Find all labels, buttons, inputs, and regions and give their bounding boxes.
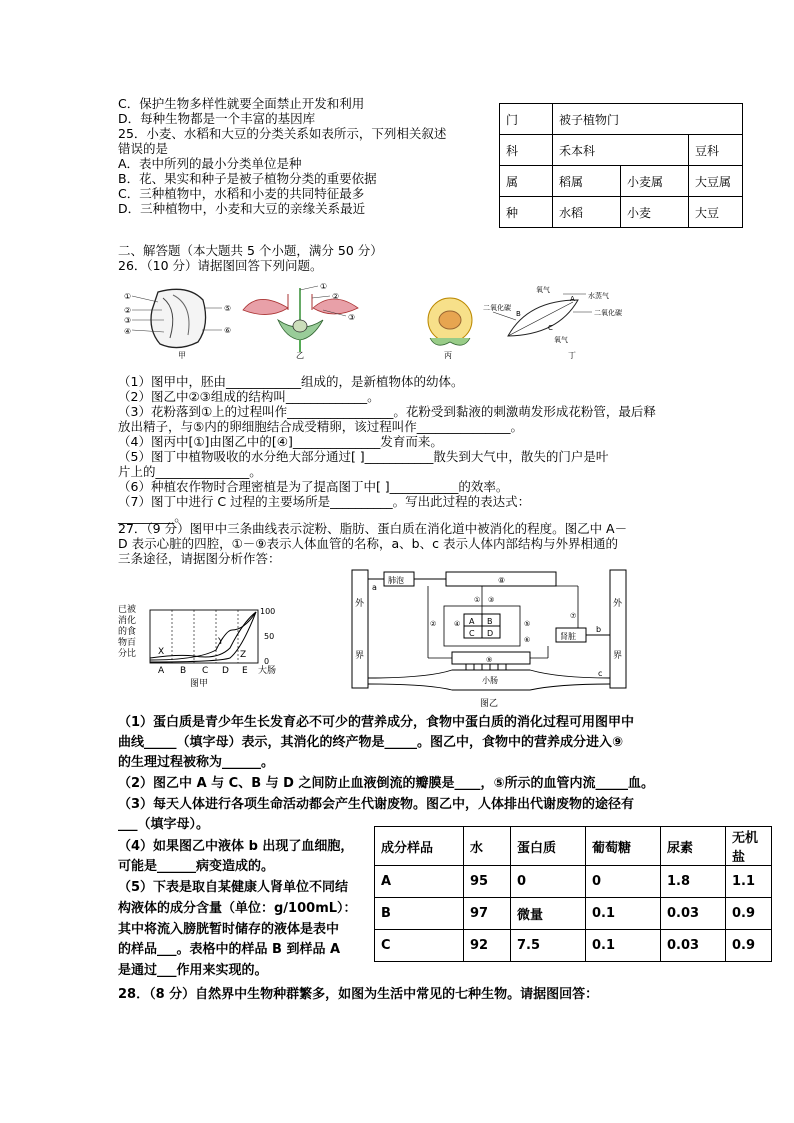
svg-text:A: A (158, 666, 165, 676)
svg-text:b: b (596, 625, 602, 634)
q26-4: （4）图丙中[①]由图乙中的[④]______________发育而来。 (118, 434, 443, 449)
svg-text:C: C (202, 666, 209, 676)
table-header-row (375, 827, 772, 866)
q27-5-cont2: 其中将流入膀胱暂时储存的液体是表中 (118, 922, 340, 937)
svg-text:①: ① (320, 282, 328, 291)
svg-text:A: A (469, 617, 475, 626)
svg-text:⑨: ⑨ (486, 656, 493, 664)
svg-text:D: D (487, 629, 494, 638)
q25-stem-cont: 错误的是 (118, 141, 169, 156)
svg-text:⑤: ⑤ (524, 620, 531, 628)
q27-5-cont: 构液体的成分含量（单位：g/100mL）： (118, 901, 357, 916)
header-cell: 尿素 (661, 827, 726, 866)
q26-7: （7）图丁中进行 C 过程的主要场所是__________。写出此过程的表达式： (118, 494, 531, 509)
q26-1: （1）图甲中，胚由____________组成的，是新植物体的幼体。 (118, 374, 464, 389)
component-table (374, 826, 772, 962)
q26-6: （6）种植农作物时合理密植是为了提高图丁中[ ]___________的效率。 (118, 479, 509, 494)
header-cell: 水 (464, 827, 511, 866)
svg-text:50: 50 (264, 632, 275, 641)
cell: 禾本科 (553, 135, 689, 166)
q25-option-d: D．三种植物中，小麦和大豆的亲缘关系最近 (118, 201, 366, 216)
cell: 大豆属 (689, 166, 743, 197)
svg-text:⑥: ⑥ (524, 636, 531, 644)
cell: 水稻 (553, 197, 621, 228)
svg-text:c: c (598, 669, 603, 678)
svg-text:肾脏: 肾脏 (560, 632, 576, 641)
header-cell: 成分样品 (375, 827, 464, 866)
svg-text:B: B (487, 617, 493, 626)
q26-5: （5）图丁中植物吸收的水分绝大部分通过[ ]___________散失到大气中，散失的门户是叶 (118, 449, 609, 464)
q27-1-cont: 曲线_____（填字母）表示，其消化的终产物是_____。图乙中，食物中的营养成分进入⑨ (118, 735, 624, 750)
header-cell: 蛋白质 (511, 827, 586, 866)
q27-3: （3）每天人体进行各项生命活动都会产生代谢废物。图乙中，人体排出代谢废物的途径有 (118, 797, 635, 812)
svg-text:界: 界 (613, 651, 623, 661)
q27-intro-2: D 表示心脏的四腔，①－⑨表示人体血管的名称，a、b、c 表示人体内部结构与外界相通的 (118, 536, 618, 551)
q27-intro-1: 27．（9 分）图甲中三条曲线表示淀粉、脂肪、蛋白质在消化道中被消化的程度。图乙中 A－ (118, 521, 628, 536)
label: ⑤ (224, 304, 232, 313)
leaf-diagram (483, 285, 622, 360)
svg-text:消化: 消化 (118, 616, 137, 626)
svg-text:②: ② (430, 620, 437, 628)
q27-5-cont3: 的样品___。表格中的样品 B 到样品 A (118, 942, 341, 957)
q27-5-cont4: 是通过___作用来实现的。 (118, 963, 268, 978)
svg-text:③: ③ (488, 596, 495, 604)
q25-option-c: C．三种植物中，水稻和小麦的共同特征最多 (118, 186, 365, 201)
q27-4: （4）如果图乙中液体 b 出现了血细胞， (118, 839, 354, 854)
svg-text:大肠: 大肠 (258, 666, 277, 676)
svg-text:100: 100 (260, 607, 276, 616)
cell: 种 (500, 197, 553, 228)
fig-label-bing: 丙 (444, 351, 452, 360)
svg-text:E: E (242, 666, 248, 676)
flower-diagram (243, 282, 358, 360)
svg-text:界: 界 (355, 651, 365, 661)
label: ① (124, 292, 132, 301)
fruit-diagram (428, 298, 472, 360)
svg-text:a: a (372, 583, 377, 592)
q27-5: （5）下表是取自某健康人肾单位不同结 (118, 880, 349, 895)
svg-text:分比: 分比 (118, 649, 137, 659)
q26-2: （2）图乙中②③组成的结构叫_____________。 (118, 389, 380, 404)
header-cell: 无机盐 (726, 827, 772, 866)
cell: 被子植物门 (553, 104, 743, 135)
svg-text:二氧化碳: 二氧化碳 (483, 304, 511, 312)
q26-7-cont: _________。 (118, 509, 187, 524)
caption-jia: 图甲 (190, 679, 209, 689)
q27-1: （1）蛋白质是青少年生长发育必不可少的营养成分，食物中蛋白质的消化过程可用图甲中 (118, 715, 635, 730)
cell: 属 (500, 166, 553, 197)
label: ② (124, 306, 132, 315)
svg-text:④: ④ (454, 620, 461, 628)
seed-diagram (124, 289, 231, 360)
q25-option-b: B．花、果实和种子是被子植物分类的重要依据 (118, 171, 377, 186)
figure-26 (118, 280, 622, 360)
table-row: B 97 微量 0.1 0.03 0.9 (375, 898, 772, 930)
svg-text:D: D (222, 666, 229, 676)
svg-text:⑧: ⑧ (498, 576, 506, 585)
svg-text:Y: Y (218, 637, 224, 647)
fig-label-yi: 乙 (296, 351, 304, 360)
svg-text:Z: Z (240, 650, 247, 660)
svg-text:已被: 已被 (118, 605, 137, 615)
svg-text:氧气: 氧气 (554, 336, 568, 344)
caption-yi: 图乙 (480, 699, 499, 709)
svg-text:外: 外 (613, 599, 623, 609)
svg-text:的食: 的食 (118, 627, 137, 637)
svg-text:二氧化碳: 二氧化碳 (594, 309, 622, 317)
classification-table (499, 103, 743, 228)
fig-label-jia: 甲 (178, 351, 186, 360)
header-cell: 葡萄糖 (586, 827, 661, 866)
section-title: 二、解答题（本大题共 5 个小题，满分 50 分） (118, 243, 383, 258)
svg-text:③: ③ (348, 313, 356, 322)
svg-text:C: C (548, 324, 553, 332)
q26-3-cont: 放出精子，与⑤内的卵细胞结合成受精卵，该过程叫作_______________。 (118, 419, 523, 434)
q27-1-cont2: 的生理过程被称为______。 (118, 755, 275, 770)
q25-stem: 25．小麦、水稻和大豆的分类关系如表所示，下列相关叙述 (118, 126, 447, 141)
cell: 门 (500, 104, 553, 135)
q27-intro-3: 三条途径，请据图分析作答： (118, 551, 281, 566)
circulation-diagram (348, 566, 638, 710)
label: ④ (124, 327, 132, 336)
svg-text:⑦: ⑦ (570, 612, 577, 620)
svg-text:A: A (570, 295, 575, 303)
table-row: A 95 0 0 1.8 1.1 (375, 866, 772, 898)
q28-stem: 28．（8 分）自然界中生物种群繁多，如图为生活中常见的七种生物。请据图回答： (118, 987, 599, 1002)
digestion-chart (118, 600, 308, 690)
fig-label-ding: 丁 (568, 351, 576, 360)
cell: 大豆 (689, 197, 743, 228)
cell: 科 (500, 135, 553, 166)
svg-text:水蒸气: 水蒸气 (588, 292, 609, 300)
svg-text:①: ① (474, 596, 481, 604)
cell: 稻属 (553, 166, 621, 197)
cell: 小麦 (621, 197, 689, 228)
svg-text:B: B (516, 310, 521, 318)
svg-text:B: B (180, 666, 187, 676)
svg-text:0: 0 (264, 657, 270, 666)
svg-text:小肠: 小肠 (482, 676, 498, 685)
svg-text:肺泡: 肺泡 (388, 576, 404, 585)
label: ③ (124, 316, 132, 325)
svg-text:C: C (469, 629, 475, 638)
table-row: C 92 7.5 0.1 0.03 0.9 (375, 930, 772, 962)
q26-3: （3）花粉落到①上的过程叫作_________________。花粉受到黏液的刺激萌发形成花粉管，最后释 (118, 404, 656, 419)
label: ⑥ (224, 326, 232, 335)
svg-text:②: ② (332, 292, 340, 301)
q27-4-cont: 可能是______病变造成的。 (118, 859, 275, 874)
q27-2: （2）图乙中 A 与 C、B 与 D 之间防止血液倒流的瓣膜是____，⑤所示的血管内流_____血。 (118, 776, 655, 791)
svg-text:物百: 物百 (118, 638, 137, 648)
svg-text:氧气: 氧气 (536, 286, 550, 294)
option-c: C．保护生物多样性就要全面禁止开发和利用 (118, 96, 365, 111)
svg-text:X: X (158, 647, 165, 657)
option-d: D．每种生物都是一个丰富的基因库 (118, 111, 316, 126)
cell: 豆科 (689, 135, 743, 166)
svg-text:外: 外 (355, 599, 365, 609)
cell: 小麦属 (621, 166, 689, 197)
q26-intro: 26．（10 分）请据图回答下列问题。 (118, 258, 323, 273)
q26-5-cont: 片上的_______________。 (118, 464, 262, 479)
q27-3-cont: ___（填字母）。 (118, 817, 210, 832)
q25-option-a: A．表中所列的最小分类单位是种 (118, 156, 302, 171)
